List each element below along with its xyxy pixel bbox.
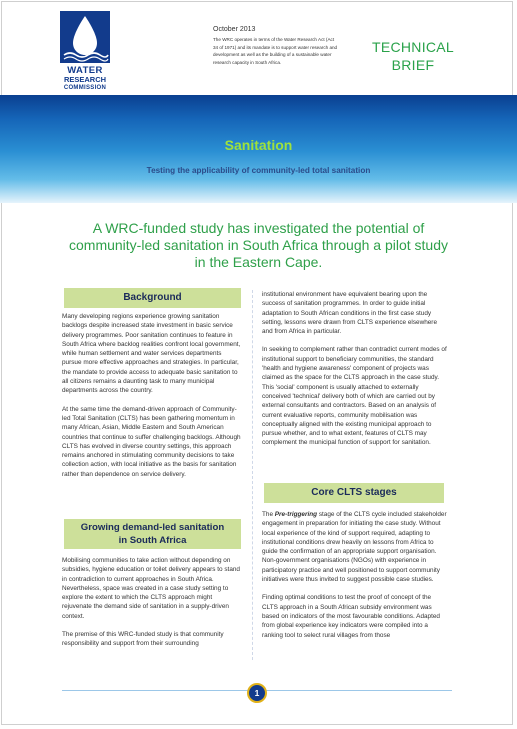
publication-date: October 2013 [213,26,256,33]
core-paragraph-1-pre: The [262,511,275,518]
logo-word-commission: COMMISSION [63,85,107,91]
left-column-lower [62,556,242,658]
pre-triggering-term: Pre-triggering [274,511,318,518]
wrc-mandate-note: The WRC operates in terms of the Water Research Act (Act 34 of 1971) and its mandate is to support water research and development as well as the building of a sustainable water research capacity in South Africa. [213,37,338,65]
growing-demand-heading-line2: in South Africa [118,535,187,546]
left-column [62,312,242,488]
page-number: 1 [247,683,267,703]
growing-demand-heading [64,519,241,549]
core-paragraph-1 [262,510,447,584]
background-paragraph-2: At the same time the demand-driven approach of Community-led Total Sanitation (CLTS) has been gathering momentum in many African, Asian, Middle Eastern and South American countries that continue to suffer challenging backlogs. Although CLTS has evolved in diverse country settings, this approach remains anchored in stimulating community decisions to take collection action, with local initiative as the basis for sanitation rather than dependence on service delivery. [62,405,241,478]
right-column-lower [262,510,447,649]
banner-title: Sanitation [224,137,293,153]
background-heading: Background [64,288,241,308]
growing-paragraph-2: The premise of this WRC-funded study is that community responsibility and support from their surrounding [62,631,224,648]
banner-subtitle: Testing the applicability of community-led total sanitation [146,166,371,175]
core-paragraph-1-post: stage of the CLTS cycle included stakeholder engagement in preparation for initiating the case study. Without local experience of the kind of support required, adapting to institutional conditions drew heavily on lessons from Africa to guide the confirmation of an appropriate support organisation. Non-government organisations (NGOs) with experience in participatory practice and well positioned to support community initiatives were thus invited to suggest possible case studies. [262,511,447,584]
right-paragraph-2: In seeking to complement rather than contradict current modes of institutional support to beneficiary communities, the standard 'health and hygiene awareness' component of projects was claimed as the space for the CLTS approach in the case study. This 'social' component is usually attached to externally conceived 'technical' delivery both of which are carried out by external consultants and contractors. Based on an analysis of current evaluative reports, community mobilisation was conceptually aligned with the existing municipal approach to pursue whether, and to what extent, features of CLTS may complement the municipal function of support for sanitation. [262,346,447,447]
column-divider [252,290,253,660]
growing-paragraph-1: Mobilising communities to take action without depending on subsidies, hygiene education or toilet delivery appears to stand in contradiction to current approaches in South Africa. Nevertheless, space was created in a case study setting to explore the extent to which the CLTS approach might rejuvenate the demand side of sanitation in a supply-driven context. [62,557,240,620]
right-column [262,290,447,457]
technical-brief-line1: TECHNICAL [371,39,455,55]
logo-word-research: RESEARCH [63,75,107,84]
wrc-logo [60,11,110,63]
growing-demand-heading-line1: Growing demand-led sanitation [80,522,225,533]
wrc-logo-text [55,66,115,93]
technical-brief-label [358,38,468,74]
core-paragraph-2: Finding optimal conditions to test the proof of concept of the CLTS approach in a South African subsidy environment was based on indicators of the most favourable conditions. Adapted from global experience key indicators were compiled into a ranking tool to select rural villages from those [262,594,440,639]
technical-brief-line2: BRIEF [391,57,435,73]
logo-word-water: WATER [67,65,103,76]
water-drop-icon [60,11,110,63]
core-clts-heading: Core CLTS stages [264,483,444,503]
right-paragraph-1: institutional environment have equivalent bearing upon the success of sanitation programmes. In order to guide initial adaptation to South African conditions in the first case study setting, lessons were drawn from CLTS experience elsewhere and from Africa in particular. [262,291,437,336]
lead-statement: A WRC-funded study has investigated the potential of community-led sanitation in South Africa through a pilot study in the Eastern Cape. [69,220,448,270]
background-paragraph-1: Many developing regions experience growing sanitation backlogs despite increased state investment in basic service delivery programmes. Poor sanitation continues to feature in South Africa where backlog realities confront local government, while human settlement and water services departments pursue more effective approaches and strategies. In particular, the mandate to provide access to adequate basic sanitation to all citizens remains a daunting task to many municipal departments across the country. [62,313,241,395]
